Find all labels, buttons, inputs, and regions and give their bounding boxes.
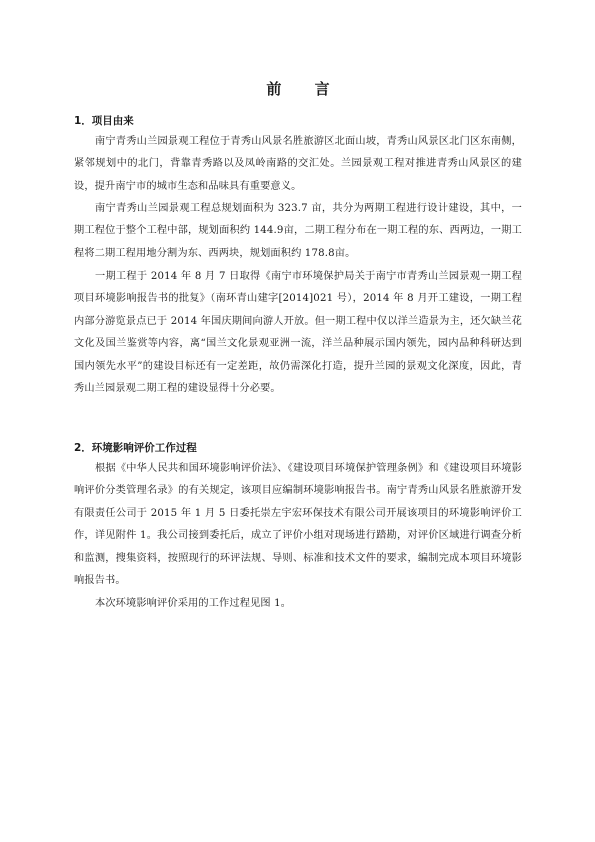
paragraph-project-location: 南宁青秀山兰园景观工程位于青秀山风景名胜旅游区北面山坡，青秀山风景区北门区东南侧，紧邻规划中的北门，背靠青秀路以及凤岭南路的交汇处。兰园景观工程对推进青秀山风景区的建设，提升南宁市的城市生态和品味具有重要意义。 <box>74 136 522 192</box>
paragraph-project-area: 南宁青秀山兰园景观工程总规划面积为 323.7 亩，共分为两期工程进行设计建设，其中，一期工程位于整个工程中部，规划面积约 144.9亩，二期工程分布在一期工程的东、西两边，一期工程将二期工程用地分割为东、西两块，规划面积约 178.8亩。 <box>74 203 522 259</box>
paragraph-eia-figure-reference: 本次环境影响评价采用的工作过程见图 1。 <box>95 598 292 609</box>
section-heading-project-origin: 1．项目由来 <box>74 115 134 127</box>
section-heading-eia-process: 2．环境影响评价工作过程 <box>74 442 197 454</box>
page-title: 前 言 <box>266 80 344 98</box>
paragraph-eia-basis: 根据《中华人民共和国环境影响评价法》、《建设项目环境保护管理条例》和《建设项目环境影响评价分类管理名录》的有关规定，该项目应编制环境影响报告书。南宁青秀山风景名胜旅游开发有限责任公司于 2015 年 1 月 5 日委托崇左宇宏环保技术有限公司开展该项目的环境影响评价工作，详见附件 1。我公司接到委托后，成立了评价小组对现场进行踏勘，对评价区域进行调查分析和监测，搜集资料，按照现行的环评法规、导则、标准和技术文件的要求，编制完成本项目环境影响报告书。 <box>74 463 522 587</box>
paragraph-phase-one-status: 一期工程于 2014 年 8 月 7 日取得《南宁市环境保护局关于南宁市青秀山兰园景观一期工程项目环境影响报告书的批复》（南环青山建字[2014]021 号），2014 年 8 月开工建设，一期工程内部分游览景点已于 2014 年国庆期间向游人开放。但一期工程中仅以洋兰造景为主，还欠缺兰花文化及国兰鉴赏等内容，离“国兰文化景观亚洲一流，洋兰品种展示国内领先，园内品种科研达到国内领先水平”的建设目标还有一定差距，故仍需深化打造，提升兰园的景观文化深度，因此，青秀山兰园景观二期工程的建设显得十分必要。 <box>74 271 522 395</box>
